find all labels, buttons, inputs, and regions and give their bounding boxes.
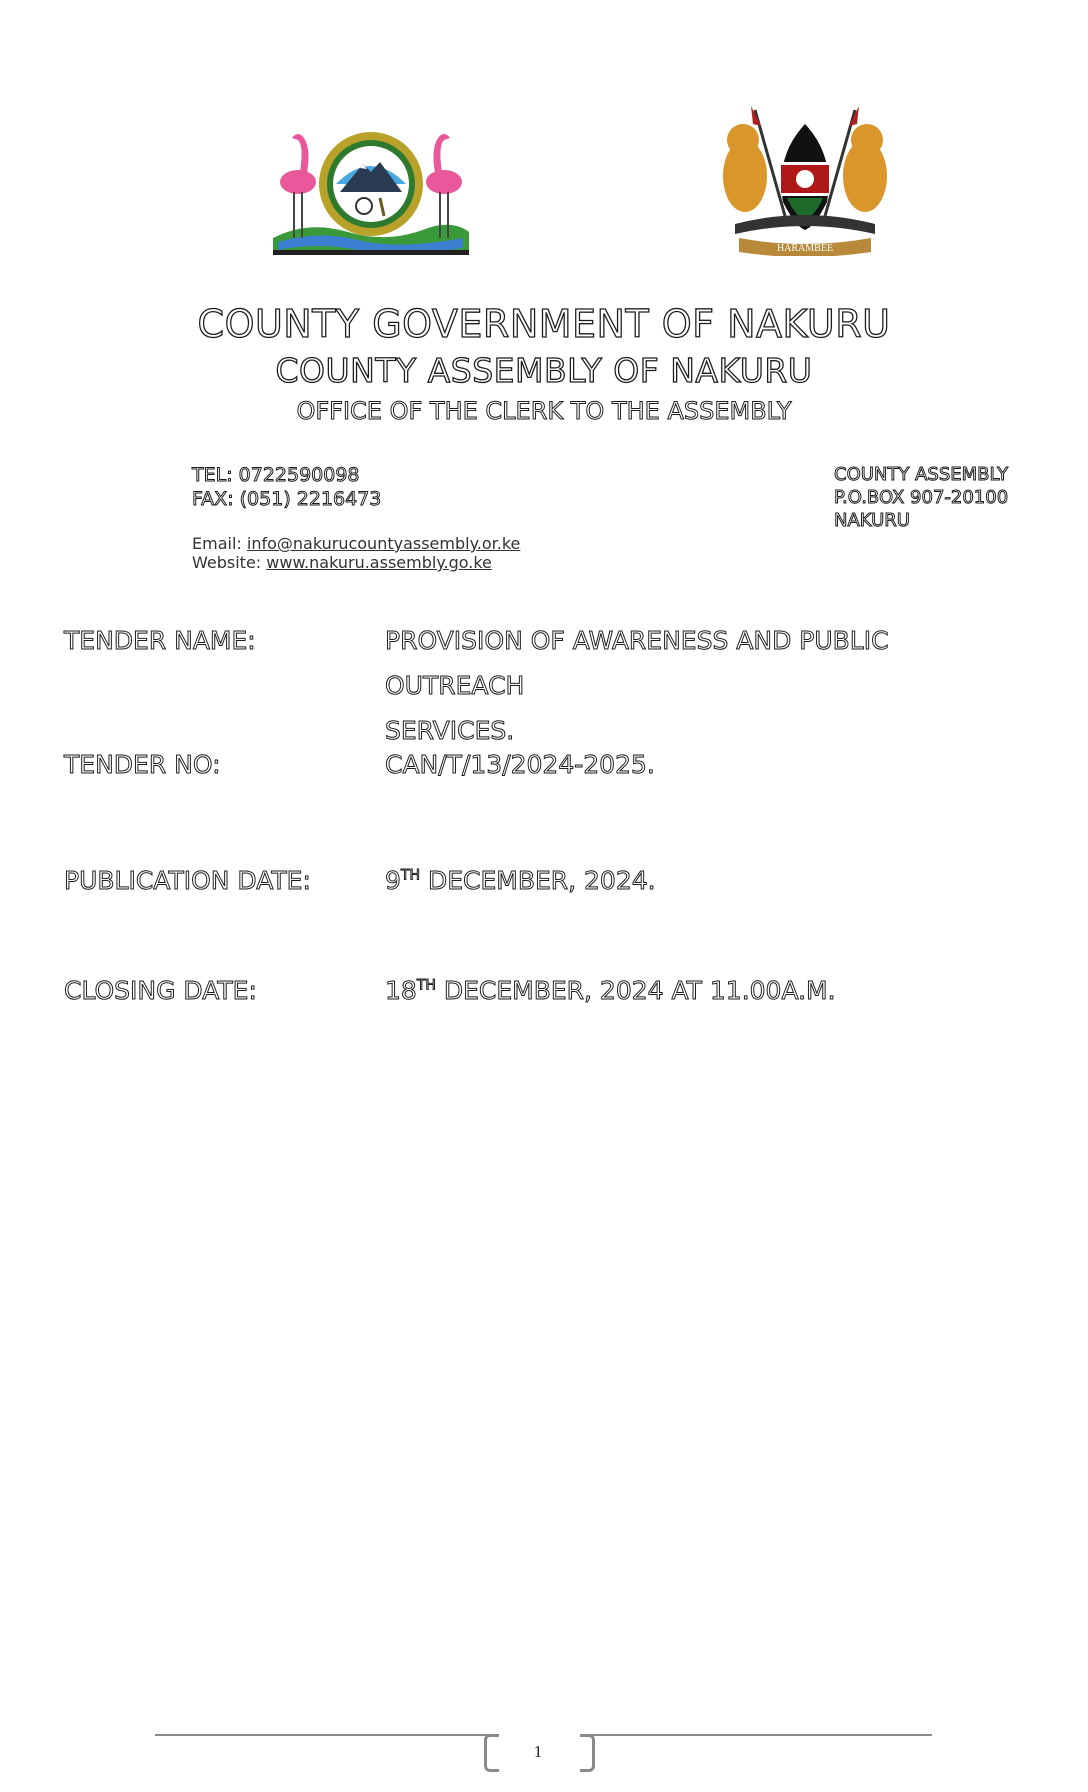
county-government-title: COUNTY GOVERNMENT OF NAKURU (197, 302, 891, 346)
address-line-2: P.O.BOX 907-20100 (834, 487, 1009, 508)
publication-day: 9 (385, 866, 401, 895)
closing-date-value (385, 968, 1025, 1013)
publication-date-label: PUBLICATION DATE: (64, 866, 311, 895)
closing-date-label: CLOSING DATE: (64, 976, 257, 1005)
website-label: Website: (192, 553, 267, 572)
tender-name-value (385, 618, 1025, 753)
email-link[interactable]: info@nakurucountyassembly.or.ke (246, 534, 521, 553)
tender-name-line-1: PROVISION OF AWARENESS AND PUBLIC OUTREACH (385, 626, 889, 700)
tender-no-label: TENDER NO: (64, 750, 221, 779)
footer-bracket-left (484, 1734, 499, 1772)
address-line-1: COUNTY ASSEMBLY (834, 464, 1009, 485)
fax: FAX: (051) 2216473 (192, 488, 382, 510)
office-of-clerk-title: OFFICE OF THE CLERK TO THE ASSEMBLY (296, 397, 792, 425)
publication-month-year: DECEMBER, 2024. (420, 866, 656, 895)
website-link[interactable]: www.nakuru.assembly.go.ke (266, 553, 492, 572)
website-line (192, 553, 492, 573)
email-line (192, 534, 520, 554)
email-label: Email: (192, 534, 247, 553)
closing-time: DECEMBER, 2024 AT 11.00A.M. (435, 976, 836, 1005)
tender-name-line-2: SERVICES. (385, 716, 515, 745)
tender-name-label: TENDER NAME: (64, 626, 256, 655)
motto-text: HARAMBEE (776, 243, 834, 254)
publication-date-value (385, 858, 1025, 903)
telephone: TEL: 0722590098 (192, 464, 360, 486)
publication-day-suffix: TH (400, 867, 420, 884)
tender-no-value: CAN/T/13/2024-2025. (385, 750, 655, 779)
county-assembly-title: COUNTY ASSEMBLY OF NAKURU (275, 351, 813, 390)
closing-day-suffix: TH (416, 977, 436, 994)
closing-day: 18 (385, 976, 417, 1005)
page-number: 1 (533, 1742, 543, 1761)
footer-rule-right (590, 1734, 932, 1736)
nakuru-county-logo (268, 120, 474, 260)
footer-rule-left (155, 1734, 490, 1736)
address-line-3: NAKURU (834, 510, 910, 531)
kenya-coat-of-arms (715, 106, 895, 256)
footer-bracket-right (580, 1734, 595, 1772)
